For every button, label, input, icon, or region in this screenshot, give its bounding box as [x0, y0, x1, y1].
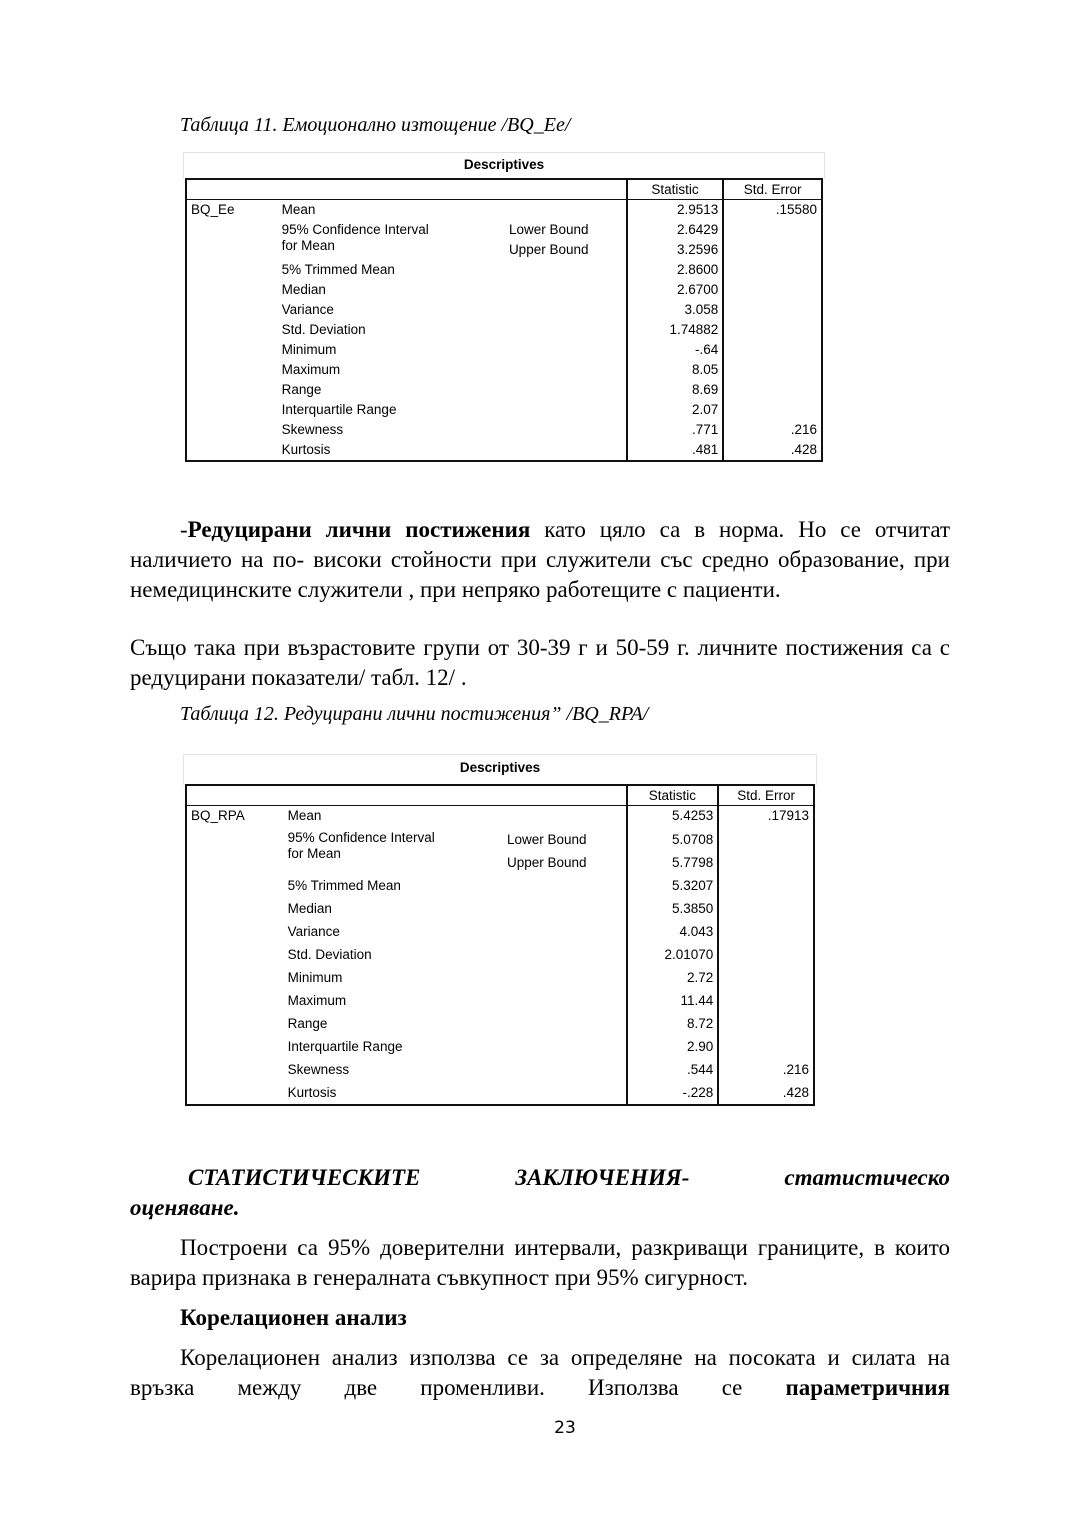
- table-12-title: Descriptives: [459, 760, 541, 775]
- variable-name: BQ_Ee: [191, 202, 235, 217]
- table-11-header-row: [186, 179, 822, 200]
- paragraph-lead: -: [180, 517, 188, 542]
- row-label: Range: [287, 1015, 328, 1031]
- stat-value: 2.90: [627, 1035, 719, 1058]
- se-value: .428: [718, 1081, 814, 1105]
- stat-value: 8.05: [627, 360, 724, 380]
- std-error-header: Std. Error: [723, 179, 822, 200]
- row-sublabel: Lower Bound: [508, 222, 589, 237]
- se-value: .216: [723, 420, 822, 440]
- paragraph-text: като цяло са в норма. Но се отчитат наличието на по- високи стойности при служители със средно образование, при немедицинските служители , при непряко работещите с пациенти.: [130, 517, 950, 602]
- stat-value: 1.74882: [627, 320, 724, 340]
- row-label: Kurtosis: [281, 442, 331, 457]
- table-row: [186, 966, 814, 989]
- subheading-correlation: Корелационен анализ: [180, 1305, 407, 1330]
- table-11: [185, 178, 823, 462]
- stat-value: 2.8600: [627, 260, 724, 280]
- ci-label: 95% Confidence Interval for Mean: [281, 222, 429, 253]
- table-row: [186, 380, 822, 400]
- table-12-header-row: [186, 785, 814, 806]
- table-row: [186, 874, 814, 897]
- stat-value: 2.6700: [627, 280, 724, 300]
- stat-value: 5.3207: [627, 874, 719, 897]
- row-label: Minimum: [287, 969, 343, 985]
- stat-value: 3.2596: [627, 240, 724, 260]
- paragraph-confidence-intervals: Построени са 95% доверителни интервали, разкриващи границите, в които варира признака в генералната съвкупност при 95% сигурност.: [130, 1235, 950, 1290]
- stat-value: 3.058: [627, 300, 724, 320]
- table-row: [186, 989, 814, 1012]
- heading-word-2: ЗАКЛЮЧЕНИЯ-: [515, 1165, 690, 1190]
- stat-value: 5.3850: [627, 897, 719, 920]
- table-row: [186, 400, 822, 420]
- se-value: .17913: [718, 806, 814, 828]
- table-row: [186, 320, 822, 340]
- stat-value: 8.69: [627, 380, 724, 400]
- bold-term: параметричния: [785, 1375, 950, 1400]
- paragraph-reduced-achievements: [130, 515, 950, 605]
- se-value: .428: [723, 440, 822, 461]
- stat-value: .481: [627, 440, 724, 461]
- table-11-title: Descriptives: [463, 157, 545, 172]
- table-11-frame: [183, 152, 825, 179]
- table-row: [186, 300, 822, 320]
- row-label: Median: [287, 900, 332, 916]
- stat-value: 8.72: [627, 1012, 719, 1035]
- stat-value: 5.4253: [627, 806, 719, 828]
- row-label: Median: [281, 282, 326, 297]
- row-label: Std. Deviation: [281, 322, 366, 337]
- heading-word-1: СТАТИСТИЧЕСКИТЕ: [188, 1165, 421, 1190]
- table-row: [186, 943, 814, 966]
- table-row: [186, 920, 814, 943]
- paragraph-text: Корелационен анализ използва се за определяне на посоката и силата на връзка между две променливи. Използва се: [130, 1345, 950, 1400]
- stat-value: 2.01070: [627, 943, 719, 966]
- stat-value: 4.043: [627, 920, 719, 943]
- variable-name: BQ_RPA: [191, 808, 245, 823]
- table-row: [186, 1035, 814, 1058]
- heading-line-2: оценяване.: [130, 1195, 240, 1220]
- table-row: [186, 340, 822, 360]
- row-label: Interquartile Range: [281, 402, 397, 417]
- stat-value: -.64: [627, 340, 724, 360]
- stat-value: .771: [627, 420, 724, 440]
- table-row: [186, 260, 822, 280]
- stat-value: -.228: [627, 1081, 719, 1105]
- stat-value: 2.07: [627, 400, 724, 420]
- bold-term: Редуцирани лични постижения: [187, 517, 531, 542]
- table-row: [186, 1012, 814, 1035]
- row-label: Maximum: [287, 992, 347, 1008]
- row-label: Variance: [287, 923, 340, 939]
- table-row: [186, 360, 822, 380]
- row-label: Interquartile Range: [287, 1038, 403, 1054]
- row-label: Maximum: [281, 362, 341, 377]
- row-label: 5% Trimmed Mean: [287, 877, 401, 893]
- row-label: 5% Trimmed Mean: [281, 262, 395, 277]
- table-11-caption: Таблица 11. Емоционално изтощение /BQ_Ee/: [180, 114, 571, 136]
- row-label: Skewness: [287, 1061, 350, 1077]
- table-row: [186, 1081, 814, 1105]
- row-sublabel: Upper Bound: [506, 854, 587, 870]
- table-row: [186, 420, 822, 440]
- row-label: Kurtosis: [287, 1084, 337, 1100]
- table-row: [186, 220, 822, 240]
- stat-value: 2.72: [627, 966, 719, 989]
- statistic-header: Statistic: [627, 785, 719, 806]
- section-heading: [130, 1163, 950, 1223]
- row-label: Mean: [287, 808, 322, 823]
- stat-value: 2.9513: [627, 200, 724, 221]
- table-row: [186, 1058, 814, 1081]
- se-value: .216: [718, 1058, 814, 1081]
- table-row: [186, 828, 814, 851]
- statistic-header: Statistic: [627, 179, 724, 200]
- table-row: [186, 200, 822, 221]
- row-label: Range: [281, 382, 322, 397]
- table-12-frame: [183, 754, 817, 785]
- row-sublabel: Lower Bound: [506, 831, 587, 847]
- row-label: Mean: [281, 202, 316, 217]
- std-error-header: Std. Error: [718, 785, 814, 806]
- table-row: [186, 806, 814, 828]
- page-number: 23: [554, 1418, 576, 1438]
- stat-value: 11.44: [627, 989, 719, 1012]
- paragraph-correlation: [130, 1343, 950, 1403]
- se-value: .15580: [723, 200, 822, 221]
- stat-value: .544: [627, 1058, 719, 1081]
- stat-value: 5.7798: [627, 851, 719, 874]
- stat-value: 2.6429: [627, 220, 724, 240]
- table-row: [186, 440, 822, 461]
- heading-word-3: статистическо: [784, 1165, 950, 1190]
- table-row: [186, 897, 814, 920]
- table-12-caption: Таблица 12. Редуцирани лични постижения” /BQ_RPA/: [180, 703, 649, 725]
- row-label: Skewness: [281, 422, 344, 437]
- ci-label: 95% Confidence Interval for Mean: [287, 829, 435, 861]
- row-label: Minimum: [281, 342, 337, 357]
- table-row: [186, 280, 822, 300]
- row-label: Std. Deviation: [287, 946, 372, 962]
- table-12: [185, 784, 815, 1106]
- stat-value: 5.0708: [627, 828, 719, 851]
- paragraph-age-groups: Също така при възрастовите групи от 30-39 г и 50-59 г. личните постижения са с редуцирани показатели/ табл. 12/ .: [130, 635, 950, 690]
- row-label: Variance: [281, 302, 334, 317]
- row-sublabel: Upper Bound: [508, 242, 589, 257]
